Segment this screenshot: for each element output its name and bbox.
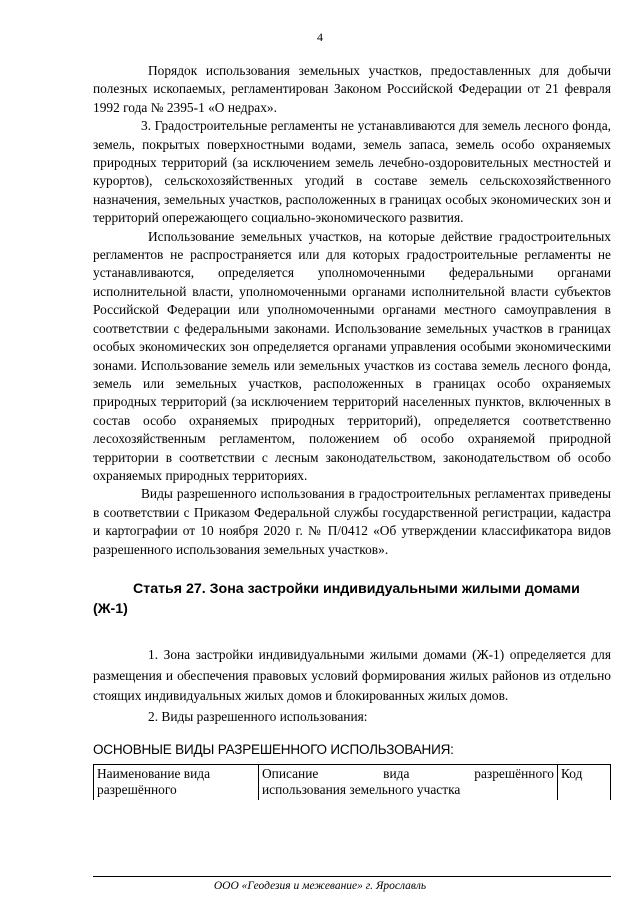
table-header-name [94, 764, 259, 799]
table-header-description-line1: Описание вида разрешённого [262, 765, 554, 781]
paragraph-use-types-order: Виды разрешенного использования в градостроительных регламентах приведены в соответствии с Приказом Федеральной службы государственной регистрации, кадастра и картографии от 10 ноября 2020 г. № П/0412 «Об утверждении классификатора видов разрешенного использования земельных участков». [93, 486, 611, 557]
paragraph-item-3: 3. Градостроительные регламенты не устанавливаются для земель лесного фонда, земель, покрытых поверхностными водами, земель запаса, земель особо охраняемых природных территорий (за исключением земель лечебно-оздоровительных местностей и курортов), сельскохозяйственных угодий в составе земель сельскохозяйственного назначения, земельных участков, расположенных в границах особых экономических зон и территорий опережающего социально-экономического развития. [93, 118, 611, 226]
table-header-description [259, 764, 558, 799]
table-header-name-line1: Наименование вида [97, 765, 211, 781]
table-header-row [94, 764, 611, 799]
page-number: 4 [317, 30, 323, 44]
article-item-1: 1. Зона застройки индивидуальными жилыми домами (Ж-1) определяется для размещения и обеспечения правовых условий формирования жилых районов из отдельно стоящих индивидуальных жилых домов и блокированных жилых домов. [93, 646, 611, 704]
section-heading-main-uses: ОСНОВНЫЕ ВИДЫ РАЗРЕШЕННОГО ИСПОЛЬЗОВАНИЯ: [93, 742, 454, 758]
footer-divider [93, 876, 611, 877]
paragraph-land-use-authority: Использование земельных участков, на которые действие градостроительных регламентов не распространяется или для которых градостроительные регламенты не устанавливаются, определяется уполномоченными федеральными органами исполнительной власти, уполномоченными органами исполнительной власти субъектов Российской Федерации или уполномоченными органами местного самоуправления в соответствии с федеральными законами. Использование земельных участков в границах особых экономических зон определяется органами управления особыми экономическими зонами. Использование земель или земельных участков из состава земель лесного фонда, земель или земельных участков, расположенных в границах особо охраняемых природных территорий (за исключением территорий населенных пунктов, включенных в состав особо охраняемых природных территорий), определяется соответственно лесохозяйственным регламентом, положением об особо охраняемой природной территории в соответствии с лесным законодательством, законодательством об особо охраняемых природных территориях. [93, 228, 611, 483]
article-item-2: 2. Виды разрешенного использования: [148, 708, 368, 724]
article-title: Статья 27. Зона застройки индивидуальными жилыми домами (Ж-1) [93, 580, 580, 617]
document-body [93, 62, 611, 800]
use-types-table [93, 764, 611, 800]
paragraph-mining-land: Порядок использования земельных участков, предоставленных для добычи полезных ископаемых, регламентирован Законом Российской Федерации от 21 февраля 1992 года № 2395-1 «О недрах». [93, 63, 611, 115]
table-header-description-line2: использования земельного участка [262, 782, 461, 798]
table-header-code: Код [558, 764, 611, 799]
table-header-name-line2: разрешённого [97, 782, 177, 798]
footer-text: ООО «Геодезия и межевание» г. Ярославль [213, 880, 427, 892]
